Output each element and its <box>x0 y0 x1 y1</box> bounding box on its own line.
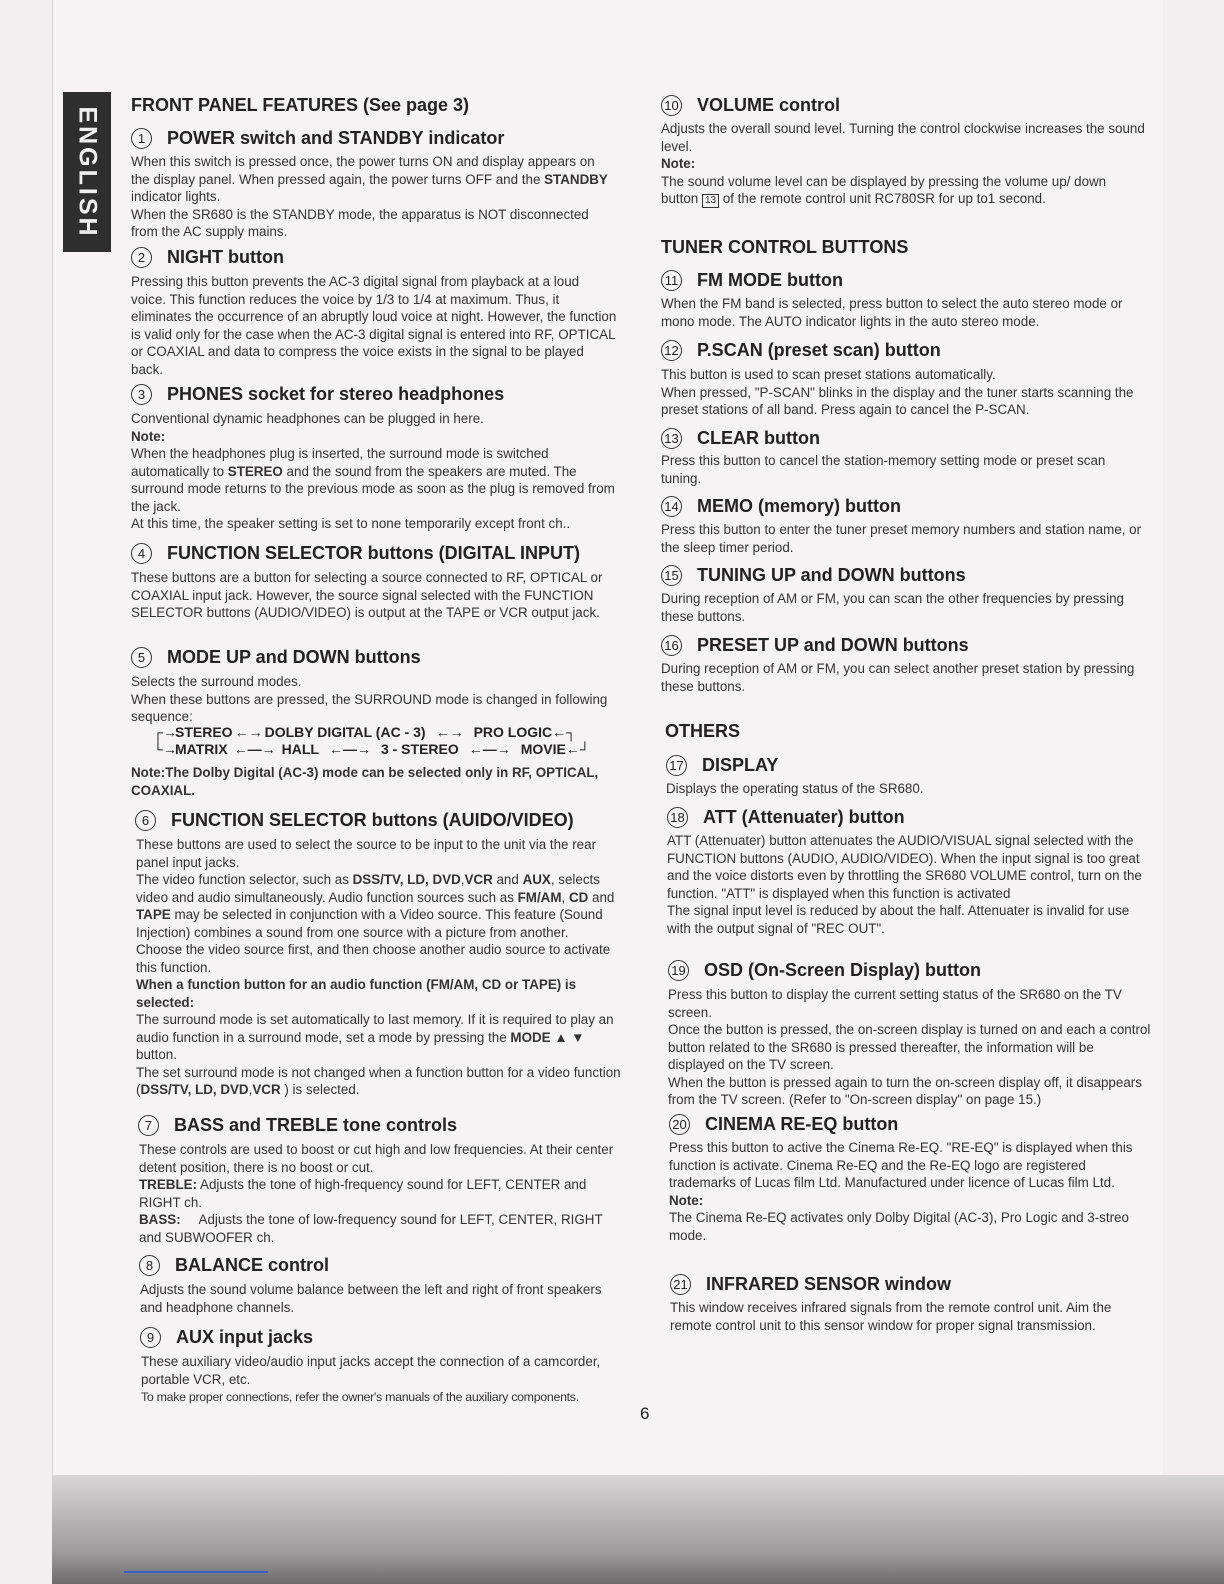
item-number-11: 11 <box>661 270 682 291</box>
item-heading-17 <box>666 755 778 776</box>
item-title: MEMO (memory) button <box>697 496 901 516</box>
scan-bottom-band <box>52 1475 1224 1584</box>
item-heading-5 <box>131 647 421 668</box>
item-heading-11 <box>661 270 843 291</box>
bottom-link-underline <box>124 1571 268 1573</box>
item-title: PHONES socket for stereo headphones <box>167 384 505 404</box>
page-number: 6 <box>640 1404 650 1423</box>
remote-button-ref: 13 <box>702 194 719 208</box>
item-heading-9 <box>140 1327 313 1348</box>
item-body-18: ATT (Attenuater) button attenuates the AUDIO/VISUAL signal selected with the FUNCTION buttons (AUDIO, AUDIO/VIDEO). When the input signal is too great and the voice distorts even by throttling the SR680 VOLUME control, turn on the function. "ATT" is displayed when this function is activated The signal input level is reduced by about the half. Attenuater is invalid for use with the output signal of "REC OUT". <box>667 833 1142 936</box>
item-title: VOLUME control <box>697 95 840 115</box>
item-title: FM MODE button <box>697 270 843 290</box>
item-number-8: 8 <box>139 1255 160 1276</box>
seq-stereo: STEREO <box>175 724 233 740</box>
item-heading-12 <box>661 340 941 361</box>
item-title: NIGHT button <box>167 247 284 267</box>
item-body-20: Press this button to active the Cinema Re-EQ. "RE-EQ" is displayed when this function is activate. Cinema Re-EQ and the Re-EQ logo are registered trademarks of Lucas film Ltd. Manufactured under licence of Lucas film Ltd. Note: The Cinema Re-EQ activates only Dolby Digital (AC-3), Pro Logic and 3-streo mode. <box>669 1140 1133 1243</box>
item-body-15: During reception of AM or FM, you can scan the other frequencies by pressing these buttons. <box>661 591 1124 624</box>
item-heading-14 <box>661 496 901 517</box>
item-body-6: These buttons are used to select the source to be input to the unit via the rear panel input jacks. The video function selector, such as DSS/TV, LD, DVD,VCR and AUX, selects video and audio simultaneously. Audio function sources such as FM/AM, CD and TAPE may be selected in conjunction with a Video source. This feature (Sound Injection) combines a sound from one source with a picture from another. Choose the video source first, and then choose another audio source to activate this function. When a function button for an audio function (FM/AM, CD or TAPE) is selected: The surround mode is set automatically to last memory. If it is required to play an audio function in a surround mode, set a mode by pressing the MODE ▲ ▼ button. The set surround mode is not changed when a function button for a video function (DSS/TV, LD, DVD,VCR ) is selected. <box>136 837 621 1097</box>
item-heading-13 <box>661 428 820 449</box>
seq-movie: MOVIE <box>520 741 566 757</box>
seq-dolby-digital: DOLBY DIGITAL (AC - 3) <box>264 724 426 740</box>
item-title: BALANCE control <box>175 1255 329 1275</box>
seq-3-stereo: 3 - STEREO <box>380 741 459 757</box>
item-number-14: 14 <box>661 496 682 517</box>
item-body-7: These controls are used to boost or cut high and low frequencies. At their center detent position, there is no boost or cut. TREBLE: Adjusts the tone of high-frequency sound for LEFT, CENTER and RIGHT ch. BASS: Adjusts the tone of low-frequency sound for LEFT, CENTER, RIGHT and SUBWOOFER ch. <box>139 1142 614 1245</box>
language-tab-label: ENGLISH <box>73 105 102 239</box>
item-title: TUNING UP and DOWN buttons <box>697 565 966 585</box>
item-title: BASS and TREBLE tone controls <box>174 1115 458 1135</box>
item-heading-15 <box>661 565 966 586</box>
item-heading-16 <box>661 635 969 656</box>
item-heading-20 <box>669 1114 898 1135</box>
item-number-19: 19 <box>668 960 689 981</box>
item-title: CLEAR button <box>697 428 820 448</box>
section-title-front-panel: FRONT PANEL FEATURES (See page 3) <box>131 95 470 115</box>
sequence-row-1: ┌→ STEREO ←→ DOLBY DIGITAL (AC - 3) ←→ PRO LOGIC ←┐ <box>153 724 577 740</box>
item-title: POWER switch and STANDBY indicator <box>167 128 505 148</box>
item-number-4: 4 <box>131 543 152 564</box>
item-heading-1 <box>131 128 504 149</box>
item-body-4: These buttons are a button for selecting a source connected to RF, OPTICAL or COAXIAL input jack. However, the source signal selected with the FUNCTION SELECTOR buttons (AUDIO/VIDEO) is output at the TAPE or VCR output jack. <box>131 570 603 620</box>
item-body-12: This button is used to scan preset stations automatically. When pressed, "P-SCAN" blinks in the display and the tuner starts scanning the preset stations of all band. Press again to cancel the P-SCAN. <box>661 367 1134 417</box>
item-body-16: During reception of AM or FM, you can select another preset station by pressing these buttons. <box>661 661 1135 694</box>
seq-hall: HALL <box>281 741 319 757</box>
item-number-15: 15 <box>661 565 682 586</box>
item-title: MODE UP and DOWN buttons <box>167 647 421 667</box>
item-title: ATT (Attenuater) button <box>703 807 905 827</box>
item-body-13: Press this button to cancel the station-memory setting mode or preset scan tuning. <box>661 453 1106 486</box>
item-body-21: This window receives infrared signals from the remote control unit. Aim the remote control unit to this sensor window for proper signal transmission. <box>670 1300 1112 1333</box>
item-heading-10 <box>661 95 840 116</box>
item-title: FUNCTION SELECTOR buttons (AUIDO/VIDEO) <box>171 810 574 830</box>
item-body-14: Press this button to enter the tuner preset memory numbers and station name, or the sleep timer period. <box>661 522 1142 555</box>
item-heading-18 <box>667 807 905 828</box>
item-title: CINEMA RE-EQ button <box>705 1114 899 1134</box>
seq-pro-logic: PRO LOGIC <box>473 724 553 740</box>
item-body-8: Adjusts the sound volume balance between the left and right of front speakers and headphone channels. <box>140 1282 602 1315</box>
item-heading-8 <box>139 1255 329 1276</box>
item-title: DISPLAY <box>702 755 779 775</box>
item-title: P.SCAN (preset scan) button <box>697 340 941 360</box>
item-number-16: 16 <box>661 635 682 656</box>
item-number-1: 1 <box>131 128 152 149</box>
item-number-20: 20 <box>669 1114 690 1135</box>
item-body-19: Press this button to display the current setting status of the SR680 on the TV screen. Once the button is pressed, the on-screen display is turned on and each a control button related to the SR680 is pressed thereafter, the information will be displayed on the TV screen. When the button is pressed again to turn the on-screen display off, it disappears from the TV screen. (Refer to "On-screen display" on page 15.) <box>668 987 1151 1107</box>
item-number-10: 10 <box>661 95 682 116</box>
item-note-5: Note:The Dolby Digital (AC-3) mode can be selected only in RF, OPTICAL, COAXIAL. <box>131 765 599 798</box>
item-body-10: Adjusts the overall sound level. Turning the control clockwise increases the sound level. Note: The sound volume level can be displayed by pressing the volume up/ down button 13 of the remote control unit RC780SR for up to1 second. <box>661 121 1145 206</box>
item-title: AUX input jacks <box>176 1327 314 1347</box>
item-heading-7 <box>138 1115 457 1136</box>
item-number-2: 2 <box>131 247 152 268</box>
item-body-17: Displays the operating status of the SR680. <box>666 781 924 796</box>
item-body-9: These auxiliary video/audio input jacks accept the connection of a camcorder, portable VCR, etc. To make proper connections, refer the owner's manuals of the auxiliary components. <box>141 1354 601 1404</box>
item-title: PRESET UP and DOWN buttons <box>697 635 969 655</box>
section-title-others: OTHERS <box>665 721 741 741</box>
item-body-11: When the FM band is selected, press button to select the auto stereo mode or mono mode. The AUTO indicator lights in the auto stereo mode. <box>661 296 1123 329</box>
item-title: FUNCTION SELECTOR buttons (DIGITAL INPUT) <box>167 543 580 563</box>
language-tab <box>63 92 111 252</box>
item-heading-19 <box>668 960 981 981</box>
item-number-21: 21 <box>670 1274 691 1295</box>
item-body-5: Selects the surround modes. When these buttons are pressed, the SURROUND mode is changed in following sequence: <box>131 674 608 724</box>
surround-mode-sequence <box>153 724 613 758</box>
section-title-tuner: TUNER CONTROL BUTTONS <box>661 237 909 257</box>
seq-matrix: MATRIX <box>175 741 228 757</box>
item-number-7: 7 <box>138 1115 159 1136</box>
item-number-3: 3 <box>131 384 152 405</box>
sequence-row-2: └→ MATRIX ←—→ HALL ←—→ 3 - STEREO ←—→ MOVIE ←┘ <box>153 741 590 757</box>
item-number-17: 17 <box>666 755 687 776</box>
item-body-3: Conventional dynamic headphones can be plugged in here. Note: When the headphones plug is inserted, the surround mode is switched automatically to STEREO and the sound from the speakers are muted. The surround mode returns to the previous mode as soon as the plug is removed from the jack. At this time, the speaker setting is set to none temporarily except front ch.. <box>131 411 615 531</box>
item-body-2: Pressing this button prevents the AC-3 digital signal from playback at a loud voice. This function reduces the voice by 1/3 to 1/4 at maximum. Thus, it eliminates the occurrence of an abruptly loud voice at night. However, the function is valid only for the case when the AC-3 digital signal is entered into RF, OPTICAL or COAXIAL and data to compress the voice exists in the signal to be played back. <box>131 274 617 377</box>
item-title: OSD (On-Screen Display) button <box>704 960 982 980</box>
item-heading-4 <box>131 543 580 564</box>
item-number-6: 6 <box>135 810 156 831</box>
item-heading-21 <box>670 1274 951 1295</box>
item-number-9: 9 <box>140 1327 161 1348</box>
item-heading-2 <box>131 247 284 268</box>
item-title: INFRARED SENSOR window <box>706 1274 952 1294</box>
item-number-13: 13 <box>661 428 682 449</box>
item-number-12: 12 <box>661 340 682 361</box>
item-number-5: 5 <box>131 647 152 668</box>
item-heading-3 <box>131 384 504 405</box>
item-number-18: 18 <box>667 807 688 828</box>
item-body-1: When this switch is pressed once, the power turns ON and display appears on the display panel. When pressed again, the power turns OFF and the STANDBY indicator lights. When the SR680 is the STANDBY mode, the apparatus is NOT disconnected from the AC supply mains. <box>131 154 608 239</box>
item-heading-6 <box>135 810 574 831</box>
